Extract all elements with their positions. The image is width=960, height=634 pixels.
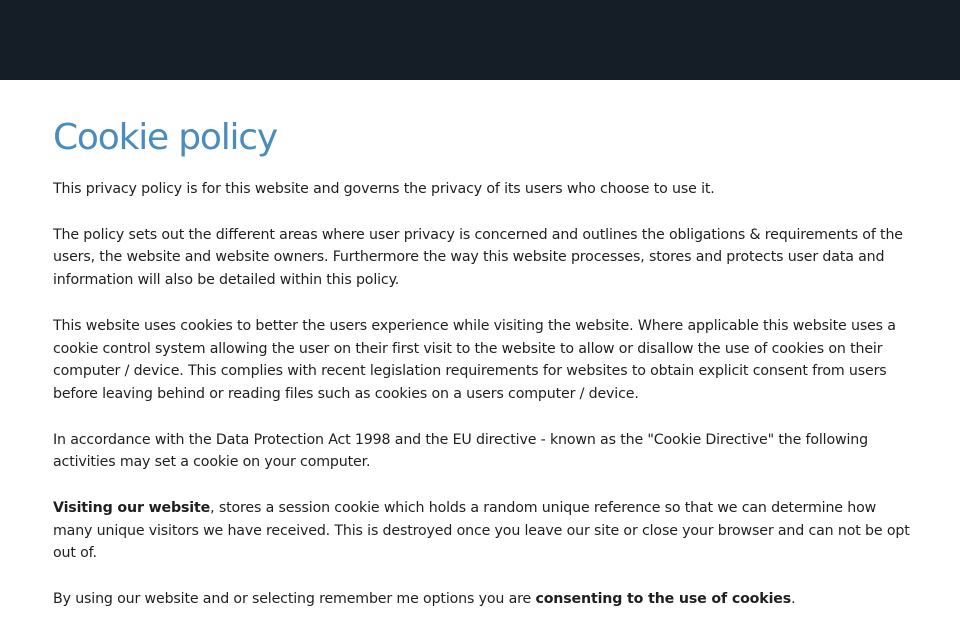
consent-cookies-label: consenting to the use of cookies bbox=[535, 591, 792, 608]
policy-paragraph-intro: This privacy policy is for this website and governs the privacy of its users who choose to use it. bbox=[53, 181, 715, 197]
site-header-bar bbox=[0, 0, 960, 80]
policy-paragraph-visiting bbox=[53, 497, 913, 565]
consent-text-end: . bbox=[791, 591, 796, 608]
policy-paragraph-cookies: This website uses cookies to better the users experience while visiting the website. Where applicable this website uses a cookie control system allowing the user on their first visit to the website to allow or disallow the use of cookies on their computer / device. This complies with recent legislation requirements for websites to obtain explicit consent from users before leaving behind or reading files such as cookies on a users computer / device. bbox=[53, 317, 896, 402]
visiting-website-label: Visiting our website bbox=[53, 500, 211, 517]
page-title: Cookie policy bbox=[53, 117, 278, 158]
visiting-website-text: , stores a session cookie which holds a random unique reference so that we can determine how many unique visitors we have received. This is destroyed once you leave our site or close your browser and can not be opt out of. bbox=[53, 500, 910, 562]
cookie-policy-content bbox=[53, 112, 913, 634]
policy-paragraph-scope: The policy sets out the different areas where user privacy is concerned and outlines the obligations & requirements of the users, the website and website owners. Furthermore the way this website processes, stores and protects user data and information will also be detailed within this policy. bbox=[53, 226, 903, 289]
consent-text-start: By using our website and or selecting remember me options you are bbox=[53, 591, 536, 608]
policy-paragraph-consent bbox=[53, 588, 913, 611]
policy-paragraph-directive: In accordance with the Data Protection Act 1998 and the EU directive - known as the "Cookie Directive" the following activities may set a cookie on your computer. bbox=[53, 431, 868, 471]
